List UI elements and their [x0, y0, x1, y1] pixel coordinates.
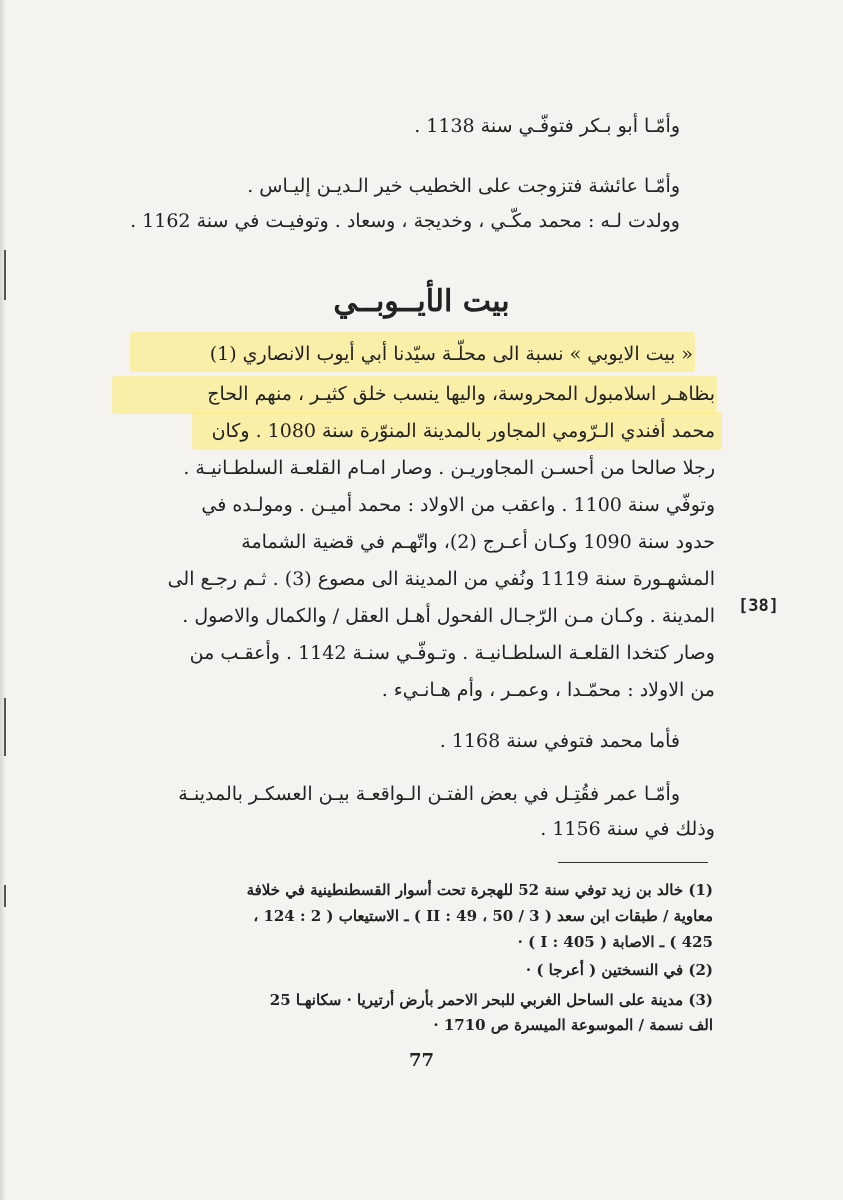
body-line-6: حدود سنة 1090 وكـان أعـرج (2)، واتّهـم في قضية الشمامة — [241, 531, 715, 553]
body-line-2: بظاهـر اسلامبول المحروسة، واليها ينسب خلق كثيـر ، منهم الحاج — [207, 383, 715, 405]
body-line-10: من الاولاد : محمّـدا ، وعمـر ، وأم هـانـيء . — [381, 679, 715, 701]
section-heading: بيت الأيــوبــي — [333, 284, 510, 319]
footnote-1-line-3: 425 ) ـ الاصابة ( I : 405 ) · — [517, 933, 713, 951]
page-number: 77 — [408, 1050, 435, 1071]
closing-line-3: وذلك في سنة 1156 . — [540, 818, 715, 840]
body-line-8: المدينة . وكـان مـن الرّجـال الفحول أهـل العقل / والكمال والاصول . — [182, 605, 715, 627]
scan-mark — [4, 698, 6, 756]
scan-mark — [4, 885, 6, 907]
footnote-3-line-1: (3) مدينة على الساحل الغربي للبحر الاحمر بأرض أرتيريا · سكانهـا 25 — [269, 991, 713, 1009]
body-line-9: وصار كتخدا القلعـة السلطـانيـة . وتـوفّـي سنـة 1142 . وأعقـب من — [189, 642, 715, 664]
closing-line-1: فأما محمد فتوفي سنة 1168 . — [439, 730, 680, 752]
body-line-5: وتوفّي سنة 1100 . واعقب من الاولاد : محمد أميـن . ومولـده في — [201, 494, 715, 516]
body-line-1: « بيت الايوبي » نسبة الى محلّـة سيّدنا أبي أيوب الانصاري (1) — [209, 343, 693, 365]
footnote-3-line-2: الف نسمة / الموسوعة الميسرة ص 1710 · — [433, 1016, 713, 1034]
intro-line-3: وولدت لـه : محمد مكّـي ، وخديجة ، وسعاد . وتوفيـت في سنة 1162 . — [130, 210, 680, 232]
body-line-3: محمد أفندي الـرّومي المجاور بالمدينة المنوّرة سنة 1080 . وكان — [211, 420, 715, 442]
footnote-1-line-2: معاوية / طبقات ابن سعد ( 3 / II : 49 ، 50 ) ـ الاستيعاب ( 2 : 124 ، — [253, 907, 713, 925]
footnote-2: (2) في النسختين ( أعرجا ) · — [525, 961, 713, 979]
body-line-4: رجلا صالحا من أحسـن المجاوريـن . وصار امـام القلعـة السلطـانيـة . — [183, 457, 715, 479]
body-line-7: المشهـورة سنة 1119 ونُفي من المدينة الى مصوع (3) . ثـم رجـع الى — [167, 568, 715, 590]
intro-line-2: وأمّـا عائشة فتزوجت على الخطيب خير الـديـن إليـاس . — [247, 175, 680, 197]
closing-line-2: وأمّـا عمر فقُتِـل في بعض الفتـن الـواقعـة بيـن العسكـر بالمدينـة — [178, 783, 680, 805]
page-edge — [0, 0, 6, 1200]
footnote-1-line-1: (1) خالد بن زيد توفي سنة 52 للهجرة تحت أسوار القسطنطينية في خلافة — [246, 881, 713, 899]
footnote-rule — [558, 862, 708, 863]
margin-reference: [38] — [738, 596, 779, 616]
intro-line-1: وأمّـا أبو بـكر فتوفّـي سنة 1138 . — [414, 115, 680, 137]
